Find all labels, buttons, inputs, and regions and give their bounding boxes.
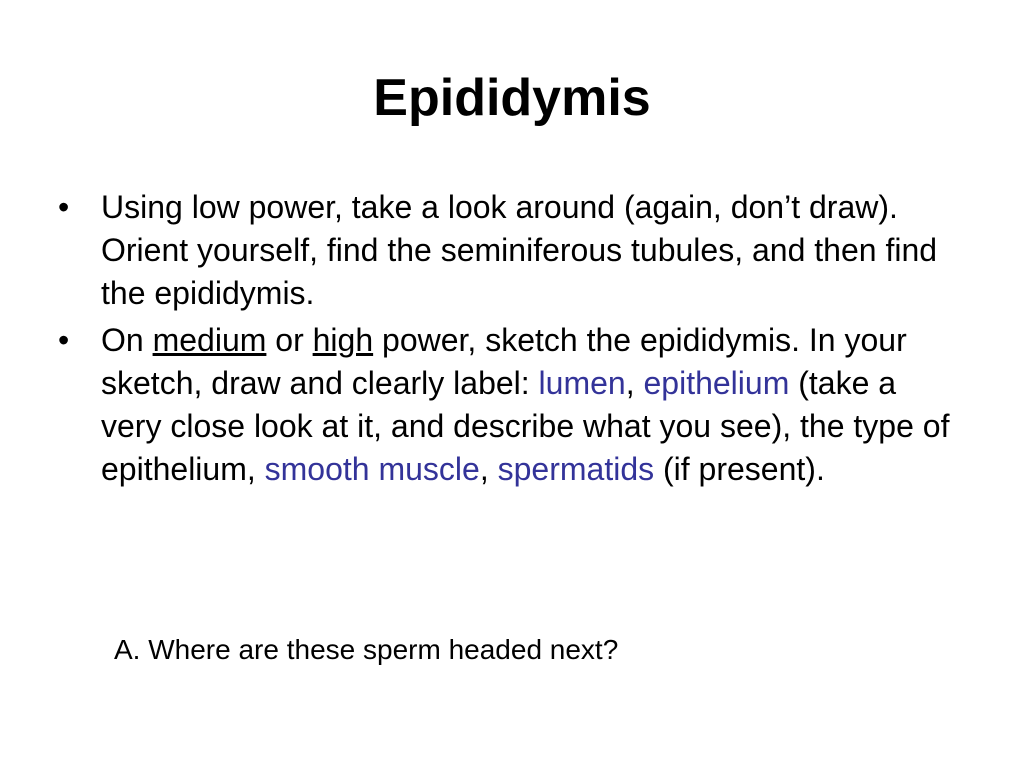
slide-title: Epididymis	[373, 69, 651, 127]
bullet-item-sketch	[58, 319, 958, 491]
term-epithelium: epithelium	[643, 365, 790, 401]
bullet-text-part: (if present).	[654, 451, 825, 487]
bullet-list	[58, 186, 958, 495]
term-spermatids: spermatids	[497, 451, 655, 487]
sub-question: A. Where are these sperm headed next?	[114, 634, 619, 665]
bullet-icon: •	[58, 322, 70, 358]
term-smooth-muscle: smooth muscle	[264, 451, 480, 487]
bullet-text-part: ,	[625, 365, 644, 401]
bullet-text-part: ,	[479, 451, 498, 487]
bullet-text-part: power, sketch the epididymis. In your sketch, draw and clearly label:	[101, 322, 907, 401]
term-lumen: lumen	[538, 365, 626, 401]
bullet-text-part: (take a very close look at it, and describe what you see), the type of epithelium,	[101, 365, 950, 487]
bullet-text-part: or	[266, 322, 313, 358]
bullet-item-low-power	[58, 186, 958, 315]
bullet-text: Using low power, take a look around (again, don’t draw). Orient yourself, find the seminiferous tubules, and then find the epididymis.	[101, 189, 938, 311]
underlined-term-high: high	[312, 322, 374, 358]
underlined-term-medium: medium	[152, 322, 267, 358]
bullet-icon: •	[58, 189, 70, 225]
bullet-text-part: On	[101, 322, 153, 358]
